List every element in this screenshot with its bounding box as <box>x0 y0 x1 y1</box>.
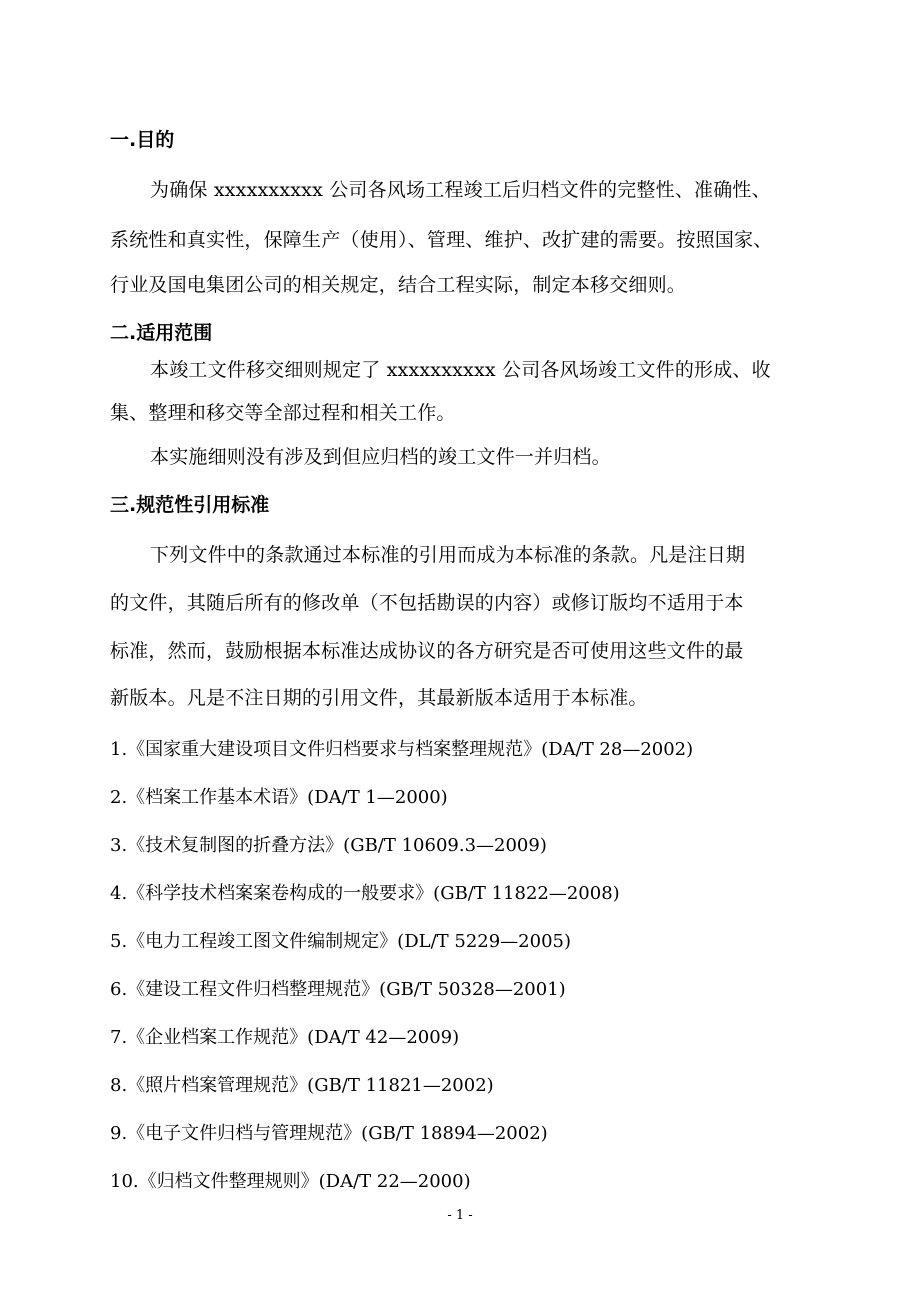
reference-item: 10.《归档文件整理规则》(DA/T 22—2000) <box>110 1171 471 1192</box>
paragraph-line: 本实施细则没有涉及到但应归档的竣工文件一并归档。 <box>150 446 611 468</box>
paragraph-line: 下列文件中的条款通过本标准的引用而成为本标准的条款。凡是注日期 <box>150 544 746 566</box>
reference-item: 8.《照片档案管理规范》(GB/T 11821—2002) <box>110 1075 494 1096</box>
section-heading-purpose: 一.目的 <box>110 129 175 151</box>
paragraph-line: 的文件，其随后所有的修改单（不包括勘误的内容）或修订版均不适用于本 <box>110 592 744 614</box>
reference-item: 6.《建设工程文件归档整理规范》(GB/T 50328—2001) <box>110 979 566 1000</box>
section-heading-scope: 二.适用范围 <box>110 322 213 344</box>
paragraph-line: 新版本。凡是不注日期的引用文件，其最新版本适用于本标准。 <box>110 687 648 709</box>
paragraph-line: 系统性和真实性，保障生产（使用）、管理、维护、改扩建的需要。按照国家、 <box>110 229 773 251</box>
reference-item: 7.《企业档案工作规范》(DA/T 42—2009) <box>110 1027 460 1048</box>
paragraph-line: 行业及国电集团公司的相关规定，结合工程实际，制定本移交细则。 <box>110 274 687 296</box>
reference-item: 1.《国家重大建设项目文件归档要求与档案整理规范》(DA/T 28—2002) <box>110 739 694 760</box>
reference-item: 2.《档案工作基本术语》(DA/T 1—2000) <box>110 787 448 808</box>
reference-item: 9.《电子文件归档与管理规范》(GB/T 18894—2002) <box>110 1123 548 1144</box>
reference-item: 3.《技术复制图的折叠方法》(GB/T 10609.3—2009) <box>110 835 547 856</box>
reference-item: 5.《电力工程竣工图文件编制规定》(DL/T 5229—2005) <box>110 931 572 952</box>
paragraph-line: 为确保 xxxxxxxxxx 公司各风场工程竣工后归档文件的完整性、准确性、 <box>150 179 771 201</box>
paragraph-line: 标准，然而，鼓励根据本标准达成协议的各方研究是否可使用这些文件的最 <box>110 640 744 662</box>
paragraph-line: 本竣工文件移交细则规定了 xxxxxxxxxx 公司各风场竣工文件的形成、收 <box>150 359 771 381</box>
page-number: - 1 - <box>447 1208 473 1223</box>
paragraph-line: 集、整理和移交等全部过程和相关工作。 <box>110 402 456 424</box>
section-heading-normative-references: 三.规范性引用标准 <box>110 494 270 516</box>
reference-item: 4.《科学技术档案案卷构成的一般要求》(GB/T 11822—2008) <box>110 883 620 904</box>
